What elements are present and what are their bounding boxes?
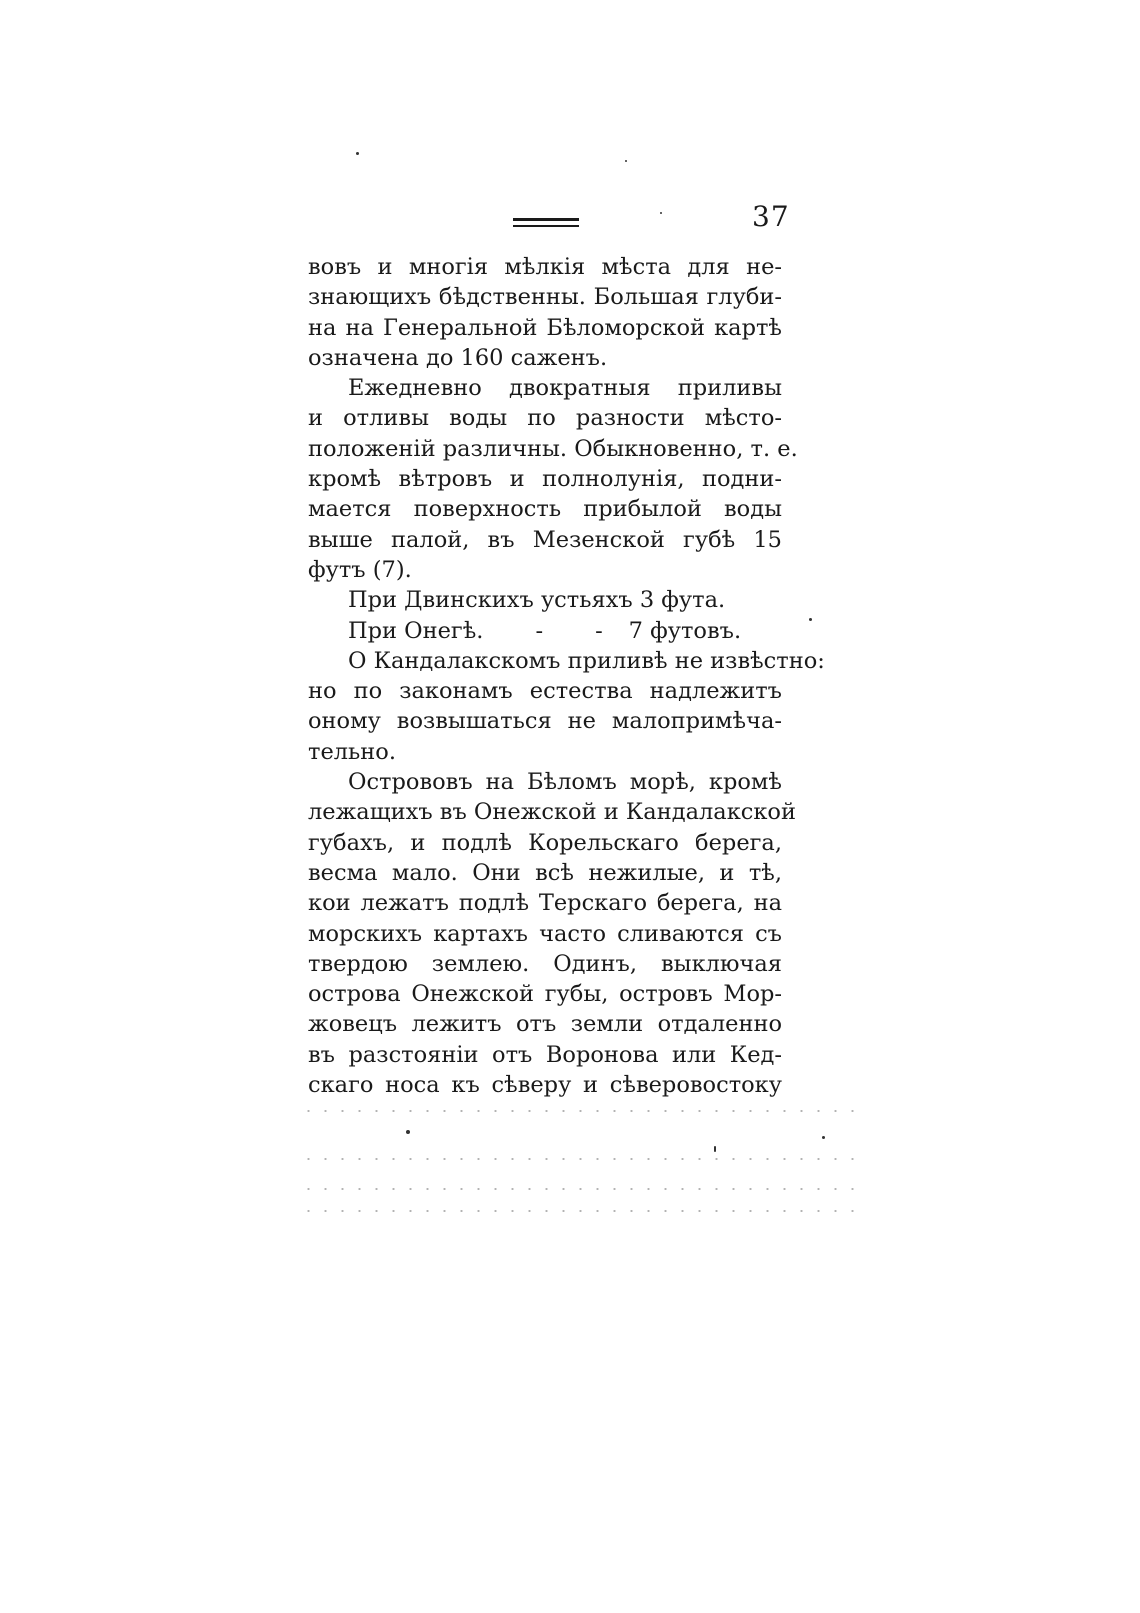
text-line: и отливы воды по разности мѣсто-: [308, 405, 782, 432]
header-ornament-rule: [513, 218, 579, 227]
scan-noise: [300, 1158, 860, 1160]
scan-noise: [300, 1110, 860, 1112]
text-line: губахъ, и подлѣ Корельскаго берега,: [308, 829, 782, 856]
tide-row-onega: [308, 616, 782, 646]
text-line: кои лежатъ подлѣ Терскаго берега, на: [308, 890, 782, 917]
text-line: выше палой, въ Мезенской губѣ 15: [308, 526, 782, 553]
text-line: Острововъ на Бѣломъ морѣ, кромѣ: [348, 769, 782, 796]
scan-speck: [714, 1146, 716, 1152]
text-line: лежащихъ въ Онежской и Кандалакской: [308, 799, 796, 826]
page-number: 37: [752, 200, 790, 233]
tide-row-dvina: При Двинскихъ устьяхъ 3 фута.: [348, 587, 726, 614]
scan-speck: [356, 152, 359, 155]
tide-value: 7 футовъ.: [628, 617, 742, 644]
scan-speck: [406, 1130, 410, 1134]
text-line: мается поверхность прибылой воды: [308, 496, 782, 523]
text-line: въ разстояніи отъ Воронова или Кед-: [308, 1041, 782, 1068]
tide-place: При Онегѣ.: [348, 617, 484, 644]
scan-speck: [822, 1136, 825, 1139]
scan-speck: [809, 618, 812, 621]
text-line: тельно.: [308, 738, 397, 765]
text-line: твердою землею. Одинъ, выключая: [308, 950, 782, 977]
text-line: морскихъ картахъ часто сливаются съ: [308, 920, 782, 947]
text-line: скаго носа къ сѣверу и сѣверовостоку: [308, 1072, 782, 1099]
scan-noise: [300, 1210, 860, 1212]
text-line: оному возвышаться не малопримѣча-: [308, 708, 782, 735]
text-line: вовъ и многія мѣлкія мѣста для не-: [308, 254, 782, 280]
scan-speck: [625, 160, 627, 162]
body-text: [308, 252, 825, 1100]
text-line: на на Генеральной Бѣломорской картѣ: [308, 314, 782, 341]
text-line: но по законамъ естества надлежитъ: [308, 678, 782, 705]
text-line: означена до 160 саженъ.: [308, 344, 608, 371]
text-line: весма мало. Они всѣ нежилые, и тѣ,: [308, 859, 782, 886]
scan-speck: [660, 212, 662, 214]
dash: -: [595, 617, 603, 644]
text-line: О Кандалакскомъ приливѣ не извѣстно:: [348, 647, 825, 674]
text-line: футъ (7).: [308, 556, 412, 583]
text-line: Ежедневно двократныя приливы: [348, 375, 782, 402]
scan-noise: [300, 1188, 860, 1190]
text-line: острова Онежской губы, островъ Мор-: [308, 981, 782, 1008]
text-line: кромѣ вѣтровъ и полнолунія, подни-: [308, 466, 782, 493]
text-line: знающихъ бѣдственны. Большая глуби-: [308, 284, 782, 311]
dash: -: [535, 617, 544, 644]
text-line: положеній различны. Обыкновенно, т. е.: [308, 435, 798, 462]
text-line: жовецъ лежитъ отъ земли отдаленно: [308, 1011, 782, 1038]
